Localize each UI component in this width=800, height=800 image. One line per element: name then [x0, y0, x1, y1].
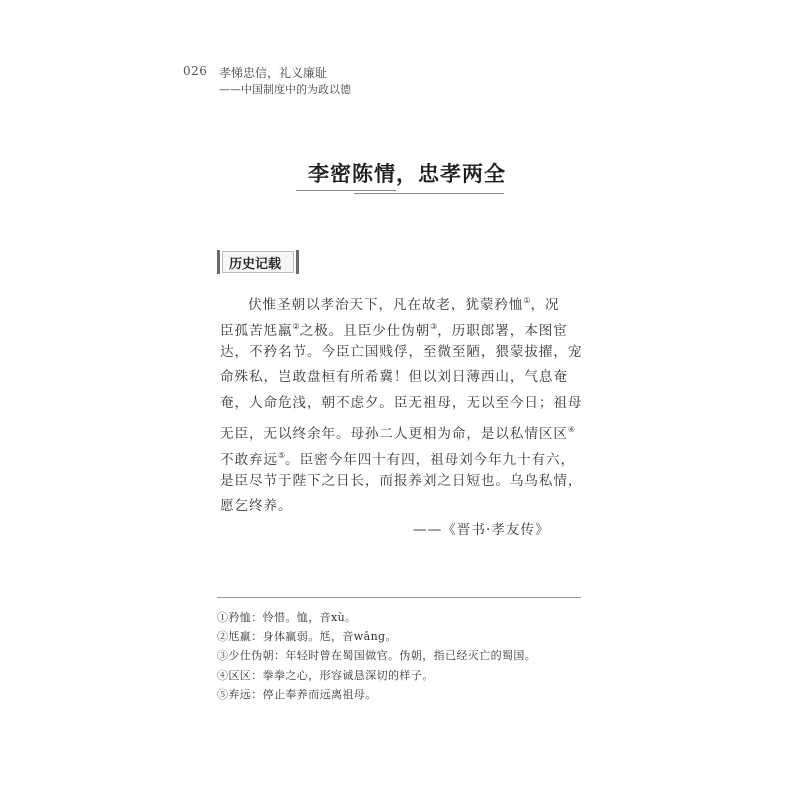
text-line: 臣孤苦尪羸②之极。且臣少仕伪朝③，历职郎署，本图宦 [220, 321, 568, 339]
text-line: 无臣，无以终余年。母孙二人更相为命，是以私情区区④ [220, 424, 576, 442]
footnote-ref: ⑤ [277, 450, 286, 460]
footnote-ref: ① [523, 296, 531, 305]
book-title: 孝悌忠信，礼义廉耻 [219, 66, 328, 80]
article-title-block [296, 158, 506, 200]
footnote-ref: ② [292, 321, 300, 331]
tag-bar-left [217, 250, 220, 274]
footnote-ref: ④ [567, 424, 576, 434]
text-line: 奄，人命危浅，朝不虑夕。臣无祖母，无以至今日；祖母 [220, 395, 583, 412]
book-subtitle: ——中国制度中的为政以德 [219, 83, 351, 96]
footnote-ref: ③ [430, 321, 438, 331]
text-line: 达，不矜名节。今臣亡国贱俘，至微至陋，猥蒙拔擢，宠 [220, 343, 583, 360]
text-line: 愿乞终养。 [220, 498, 293, 515]
page-number: 026 [183, 64, 208, 78]
footnote-item: ③少仕伪朝：年轻时曾在蜀国做官。伪朝，指已经灭亡的蜀国。 [217, 649, 537, 663]
footnote-divider [217, 597, 581, 598]
text-line: 命殊私，岂敢盘桓有所希冀！但以刘日薄西山，气息奄 [220, 369, 568, 386]
text-line: 伏惟圣朝以孝治天下，凡在故老，犹蒙矜恤①，况 [248, 296, 560, 313]
footnote-item: ⑤弃远：停止奉养而远离祖母。 [217, 687, 377, 701]
body-text [220, 288, 582, 520]
tag-bar-right [296, 250, 299, 274]
footnote-item: ②尪羸：身体羸弱。尪，音wāng。 [217, 630, 397, 644]
section-tag [217, 250, 299, 274]
title-underline-left [296, 190, 396, 191]
text-line: 是臣尽节于陛下之日长，而报养刘之日短也。乌鸟私情， [220, 472, 583, 489]
source-citation: ——《晋书·孝友传》 [413, 522, 550, 538]
text-line: 不敢弃远⑤。臣密今年四十有四，祖母刘今年九十有六， [220, 450, 576, 468]
article-title: 李密陈情，忠孝两全 [308, 161, 506, 186]
footnote-item: ①矜恤：怜惜。恤，音xù。 [217, 611, 357, 624]
section-label: 历史记载 [229, 257, 282, 272]
footnote-item: ④区区：拳拳之心，形容诚恳深切的样子。 [217, 668, 434, 682]
title-underline-right [354, 193, 504, 194]
footnotes [217, 608, 536, 704]
